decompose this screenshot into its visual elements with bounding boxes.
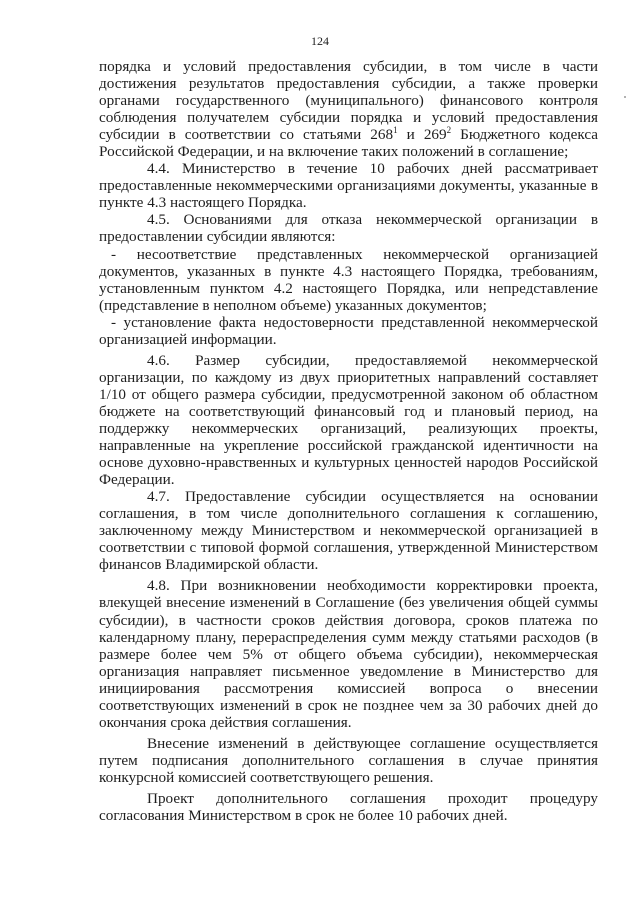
paragraph-4-8: 4.8. При возникновении необходимости корректировки проекта, влекущей внесение изменений в Соглашение (без увеличения общей суммы субсидии), в частности сроков действия договора, сроков платежа по календарному плану, перераспределения сумм между статьями расходов (в размере более чем 5% от общего объема субсидии), некоммерческая организация направляет письменное уведомление в Министерство для инициирования рассмотрения комиссией вопроса о внесении соответствующих изменений в срок не позднее чем за 30 рабочих дней до окончания срока действия соглашения. (99, 577, 598, 731)
paragraph-4-6: 4.6. Размер субсидии, предоставляемой некоммерческой организации, по каждому из двух приоритетных направлений составляет 1/10 от общего размера субсидии, предусмотренной законом об областном бюджете на соответствующий финансовый год и плановый период, на поддержку некоммерческих организаций, реализующих проекты, направленные на укрепление российской гражданской идентичности на основе духовно-нравственных и культурных ценностей народов Российской Федерации. (99, 351, 598, 489)
paragraph-4-5: 4.5. Основаниями для отказа некоммерческой организации в предоставлении субсидии являются: (99, 211, 598, 246)
footnote-superscript: 2 (446, 125, 452, 136)
document-body (99, 58, 598, 824)
paragraph-4-7: 4.7. Предоставление субсидии осуществляется на основании соглашения, в том числе дополнительного соглашения к соглашению, заключенному между Министерством и некоммерческой организацией в соответствии с типовой формой соглашения, утвержденной Министерством финансов Владимирской области. (99, 488, 598, 574)
list-item-grounds-2: - установление факта недостоверности представленной некоммерческой организацией информации. (99, 313, 598, 348)
paragraph-text: порядка и условий предоставления субсидии, в том числе в части достижения результатов предоставления субсидии, а также проверки органами государственного (муниципального) финансового контроля соблюдения получателем субсидии порядка и условий предоставления субсидии в соответствии со статьями 268 (99, 58, 598, 144)
paragraph-text: и 269 (397, 126, 447, 144)
paragraph-continuation (99, 58, 598, 160)
footnote-superscript: 1 (393, 125, 398, 136)
paragraph-amendments: Внесение изменений в действующее соглашение осуществляется путем подписания дополнительного соглашения в случае принятия конкурсной комиссией соответствующего решения. (99, 734, 598, 786)
paragraph-draft-agreement: Проект дополнительного соглашения проходит процедуру согласования Министерством в срок не более 10 рабочих дней. (99, 789, 598, 825)
paragraph-text: Бюджетного кодекса Российской Федерации, и на включение таких положений в соглашение; (99, 126, 598, 161)
paragraph-4-4: 4.4. Министерство в течение 10 рабочих дней рассматривает предоставленные некоммерческими организациями документы, указанные в пункте 4.3 настоящего Порядка. (99, 160, 598, 212)
scan-speck (624, 96, 626, 98)
list-item-grounds-1: - несоответствие представленных некоммерческой организацией документов, указанных в пункте 4.3 настоящего Порядка, требованиям, установленным пунктом 4.2 настоящего Порядка, или непредставление (представление в неполном объеме) указанных документов; (99, 245, 598, 314)
page-number: 124 (311, 34, 329, 48)
